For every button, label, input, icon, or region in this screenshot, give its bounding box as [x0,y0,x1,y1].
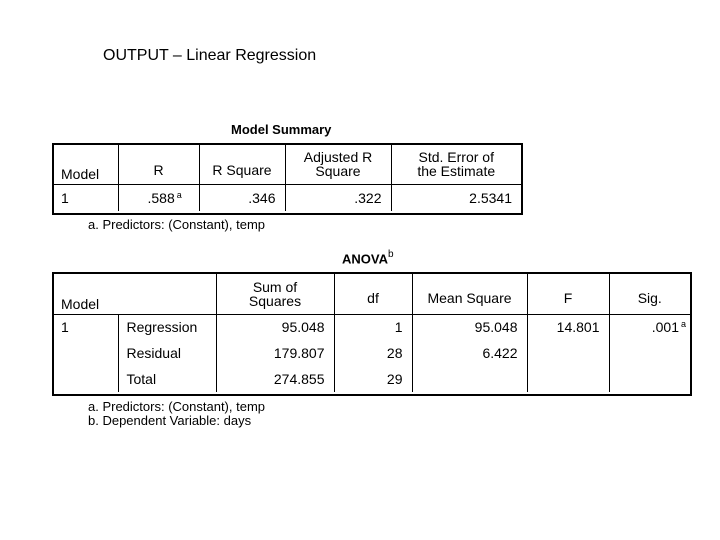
anova-cell-sig [609,314,690,340]
cell-r-footnote-marker: a [176,189,182,200]
anova-cell-df: 1 [334,314,412,340]
header-std-error-line2: the Estimate [417,163,496,180]
table-row [54,366,690,392]
anova-header-mean-square: Mean Square [412,274,527,314]
anova-header-sum-of-squares-line1: Sum of [252,278,298,295]
anova-header-sum-of-squares [216,274,334,314]
header-model: Model [54,145,118,184]
anova-cell-sig [609,366,690,392]
model-summary-caption: Model Summary [231,122,332,137]
cell-r [118,184,199,211]
cell-r-value: .588 [147,189,175,206]
anova-header-sig: Sig. [637,289,662,306]
table-row [54,314,690,340]
model-summary-footnote-a: a. Predictors: (Constant), temp [88,217,266,232]
anova-footnotes [88,400,265,428]
anova-cell-sum-of-squares: 95.048 [216,314,334,340]
header-r: R [118,145,199,184]
anova-cell-mean-square: 6.422 [412,340,527,366]
anova-cell-sum-of-squares: 274.855 [216,366,334,392]
header-std-error-line1: Std. Error of [418,149,494,166]
anova-cell-mean-square [412,366,527,392]
anova-header-model: Model [54,274,216,314]
table-row [54,340,690,366]
anova-footnote-b: b. Dependent Variable: days [88,413,252,428]
anova-cell-source: Residual [118,340,216,366]
cell-std-error: 2.5341 [469,189,512,206]
anova-cell-model-empty [54,366,118,392]
anova-cell-df: 29 [334,366,412,392]
anova-cell-df: 28 [334,340,412,366]
anova-caption [342,250,394,266]
anova-cell-sig [609,340,690,366]
anova-caption-text: ANOVA [342,251,388,267]
anova-cell-sig-footnote-marker: a [680,319,686,330]
anova-cell-f: 14.801 [527,314,609,340]
anova-cell-mean-square: 95.048 [412,314,527,340]
anova-cell-model: 1 [54,314,118,340]
header-r-square: R Square [199,145,285,184]
header-adjusted-r-square [285,145,391,184]
anova-table [54,274,690,392]
header-adjusted-r-square-line1: Adjusted R [303,149,373,166]
anova-caption-footnote-marker: b [387,249,394,260]
header-adjusted-r-square-line2: Square [315,163,361,180]
cell-r-square: .346 [199,184,285,211]
anova-header-df: df [334,274,412,314]
table-row [54,184,521,211]
model-summary-table [54,145,521,211]
anova-cell-f [527,340,609,366]
anova-cell-f [527,366,609,392]
anova-cell-sig-value: .001 [651,319,679,336]
cell-model: 1 [54,184,118,211]
anova-cell-source: Regression [118,314,216,340]
anova-header-sum-of-squares-line2: Squares [248,292,302,309]
page-title: OUTPUT – Linear Regression [103,47,317,64]
anova-cell-source: Total [118,366,216,392]
anova-header-f: F [527,274,609,314]
header-std-error [391,145,521,184]
anova-cell-sum-of-squares: 179.807 [216,340,334,366]
anova-cell-model-empty [54,340,118,366]
anova-footnote-a: a. Predictors: (Constant), temp [88,399,266,414]
cell-adjusted-r-square: .322 [285,184,391,211]
